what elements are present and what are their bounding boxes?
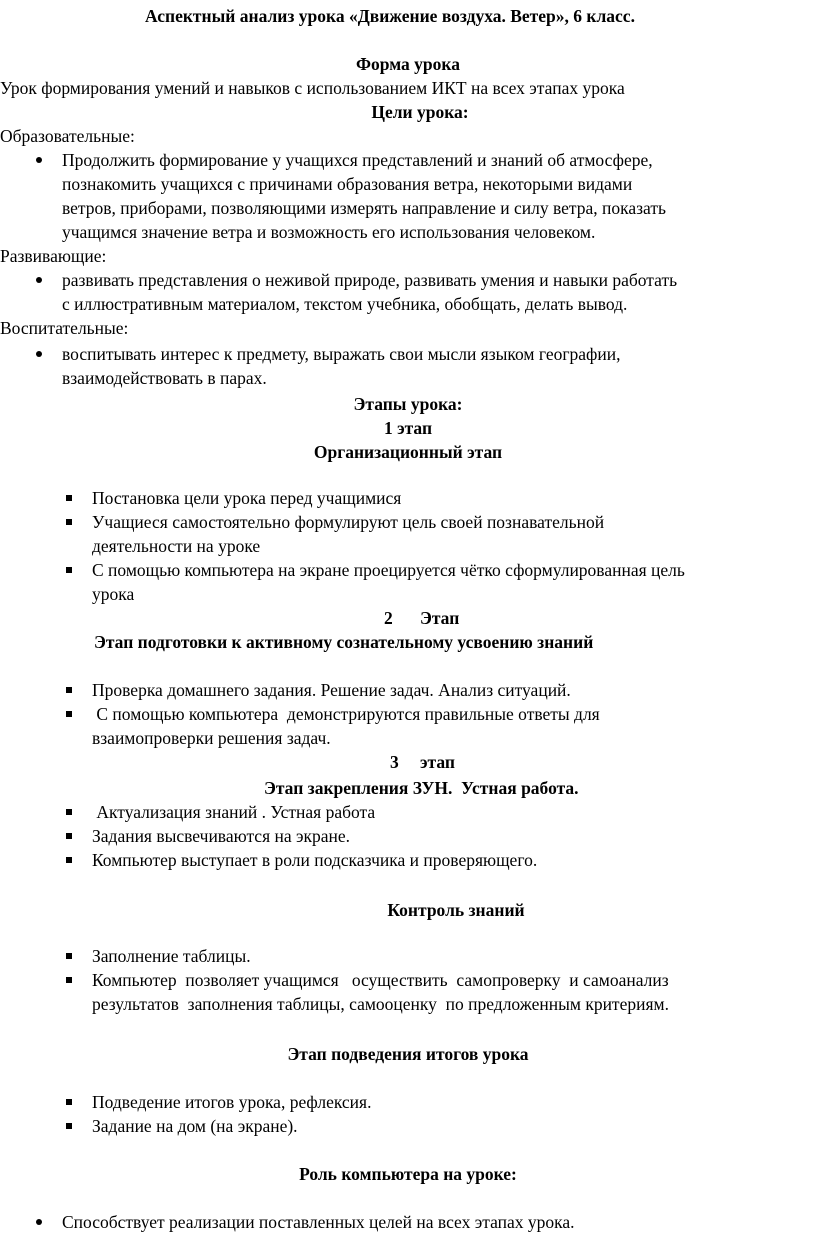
stage1-number: 1 этап — [383, 418, 433, 438]
list-item-line: Актуализация знаний . Устная работа — [92, 802, 376, 822]
goals-heading: Цели урока: — [371, 102, 469, 122]
list-item — [92, 824, 537, 848]
bullet-dot-icon — [36, 1219, 42, 1225]
stage1-list — [92, 486, 685, 606]
control-heading: Контроль знаний — [387, 900, 525, 920]
list-item-line: Продолжить формирование у учащихся представлений и знаний об атмосфере, — [62, 150, 653, 170]
bullet-square-icon — [66, 1099, 72, 1105]
list-item — [92, 510, 685, 558]
stage1-name: Организационный этап — [313, 442, 503, 462]
list-item-line: Заполнение таблицы. — [92, 946, 251, 966]
stage2-list — [92, 678, 600, 750]
list-item-line: учащимся значение ветра и возможность его использования человеком. — [62, 222, 596, 242]
stage3-number: 3 — [390, 752, 399, 772]
list-item — [92, 702, 600, 750]
goal-list-educational — [62, 148, 666, 244]
list-item-line: Задание на дом (на экране). — [92, 1116, 298, 1136]
goal-label-developing: Развивающие: — [0, 246, 107, 266]
list-item-line: Постановка цели урока перед учащимися — [92, 488, 402, 508]
list-item — [92, 800, 537, 824]
document-title: Аспектный анализ урока «Движение воздуха. Ветер», 6 класс. — [145, 6, 635, 26]
bullet-square-icon — [66, 495, 72, 501]
list-item-line: Подведение итогов урока, рефлексия. — [92, 1092, 372, 1112]
stage2-word: Этап — [420, 608, 460, 628]
list-item-line: С помощью компьютера демонстрируются правильные ответы для — [92, 704, 600, 724]
stage3-word: этап — [420, 752, 455, 772]
list-item-line: ветров, приборами, позволяющими измерять направление и силу ветра, показать — [62, 198, 666, 218]
bullet-square-icon — [66, 953, 72, 959]
bullet-square-icon — [66, 833, 72, 839]
goal-list-developing — [62, 268, 677, 316]
list-item — [92, 968, 669, 1016]
list-item — [92, 678, 600, 702]
list-item — [92, 1090, 371, 1114]
list-item — [92, 1114, 371, 1138]
list-item-line: взаимопроверки решения задач. — [92, 728, 331, 748]
list-item-line: С помощью компьютера на экране проецируется чётко сформулированная цель — [92, 560, 685, 580]
list-item-line: результатов заполнения таблицы, самооценку по предложенным критериям. — [92, 994, 669, 1014]
list-item — [62, 1210, 575, 1234]
form-heading: Форма урока — [356, 54, 460, 74]
list-item — [92, 558, 685, 606]
bullet-square-icon — [66, 567, 72, 573]
role-heading: Роль компьютера на уроке: — [299, 1164, 517, 1184]
bullet-square-icon — [66, 977, 72, 983]
list-item-line: деятельности на уроке — [92, 536, 261, 556]
control-list — [92, 944, 669, 1016]
list-item — [92, 848, 537, 872]
list-item-line: взаимодействовать в парах. — [62, 368, 267, 388]
bullet-square-icon — [66, 1123, 72, 1129]
bullet-square-icon — [66, 519, 72, 525]
summary-list — [92, 1090, 371, 1138]
summary-heading: Этап подведения итогов урока — [287, 1044, 529, 1064]
list-item-line: Компьютер позволяет учащимся осуществить самопроверку и самоанализ — [92, 970, 669, 990]
list-item — [62, 148, 666, 244]
list-item — [92, 486, 685, 510]
list-item — [92, 944, 669, 968]
form-text: Урок формирования умений и навыков с использованием ИКТ на всех этапах урока — [0, 78, 625, 98]
list-item — [62, 342, 621, 390]
list-item-line: воспитывать интерес к предмету, выражать свои мысли языком географии, — [62, 344, 621, 364]
stage2-number: 2 — [384, 608, 393, 628]
list-item-line: Проверка домашнего задания. Решение задач. Анализ ситуаций. — [92, 680, 571, 700]
bullet-square-icon — [66, 687, 72, 693]
bullet-square-icon — [66, 809, 72, 815]
stage3-name: Этап закрепления ЗУН. Устная работа. — [264, 778, 579, 798]
list-item-line: познакомить учащихся с причинами образования ветра, некоторыми видами — [62, 174, 633, 194]
list-item-line: Учащиеся самостоятельно формулируют цель своей познавательной — [92, 512, 605, 532]
list-item — [62, 268, 677, 316]
goal-label-educational: Образовательные: — [0, 126, 135, 146]
goal-list-upbringing — [62, 342, 621, 390]
stage2-name: Этап подготовки к активному сознательному усвоению знаний — [94, 632, 594, 652]
bullet-dot-icon — [36, 351, 42, 357]
bullet-square-icon — [66, 711, 72, 717]
goal-label-upbringing: Воспитательные: — [0, 318, 129, 338]
bullet-dot-icon — [36, 157, 42, 163]
bullet-dot-icon — [36, 277, 42, 283]
list-item-line: с иллюстративным материалом, текстом учебника, обобщать, делать вывод. — [62, 294, 628, 314]
stages-heading: Этапы урока: — [353, 394, 463, 414]
bullet-square-icon — [66, 857, 72, 863]
list-item-line: Способствует реализации поставленных целей на всех этапах урока. — [62, 1212, 575, 1232]
list-item-line: урока — [92, 584, 135, 604]
list-item-line: Компьютер выступает в роли подсказчика и проверяющего. — [92, 850, 538, 870]
stage3-list — [92, 800, 537, 872]
list-item-line: Задания высвечиваются на экране. — [92, 826, 351, 846]
role-list — [62, 1210, 575, 1234]
list-item-line: развивать представления о неживой природе, развивать умения и навыки работать — [62, 270, 678, 290]
